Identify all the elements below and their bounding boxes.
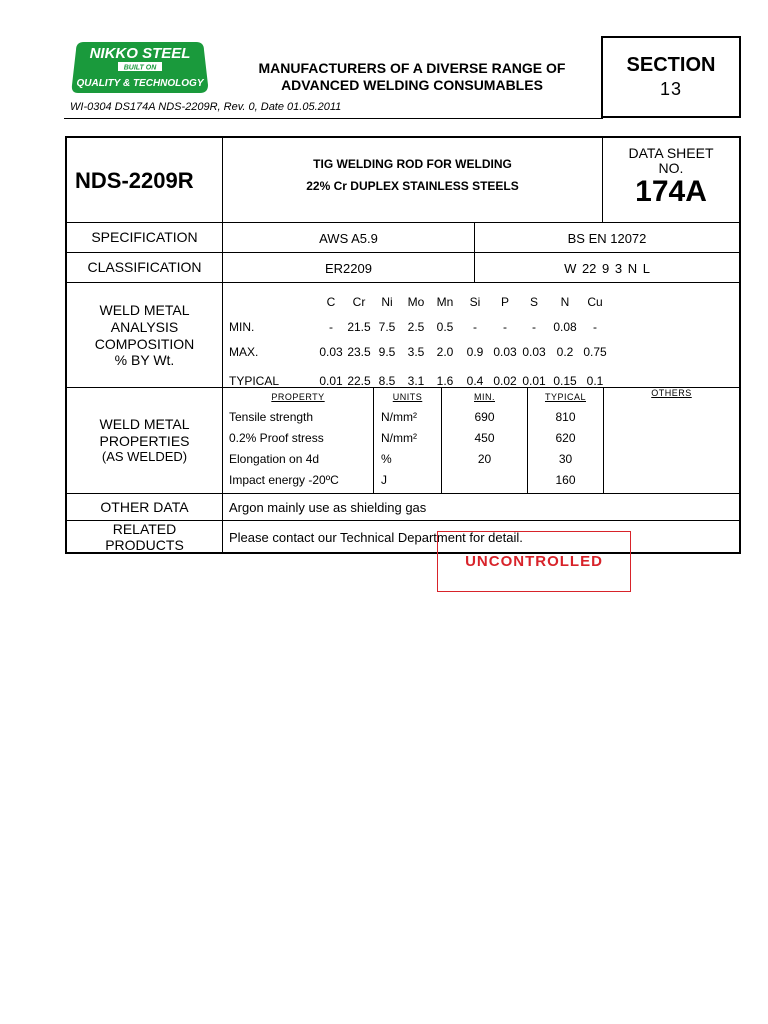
analysis-value: 3.5 [407, 345, 425, 359]
analysis-row-name: TYPICAL [229, 374, 280, 388]
analysis-value: 0.1 [586, 374, 604, 388]
analysis-value: - [593, 320, 597, 334]
product-description-line-1: TIG WELDING ROD FOR WELDING [313, 157, 512, 171]
property-property-cell: 0.2% Proof stress [229, 431, 324, 445]
classification-label: CLASSIFICATION [87, 259, 202, 275]
element-header: Ni [381, 295, 393, 309]
related-label-line: RELATED [112, 521, 177, 537]
property-units-cell: J [381, 473, 387, 487]
property-typical-cell: 620 [555, 431, 576, 445]
analysis-value: 0.01 [319, 374, 343, 388]
rule [67, 222, 739, 223]
property-typical-cell: 810 [555, 410, 576, 424]
property-min-cell: 20 [477, 452, 492, 466]
element-header: Mo [407, 295, 425, 309]
classification-bs: W 22 9 3 N L [564, 261, 650, 276]
rule [603, 387, 604, 493]
datasheet-label: DATA SHEET [628, 145, 714, 161]
analysis-value: 22.5 [347, 374, 371, 388]
specification-aws: AWS A5.9 [319, 231, 378, 246]
logo-tagline: QUALITY & TECHNOLOGY [76, 78, 204, 89]
analysis-label-line: % BY Wt. [114, 352, 175, 368]
analysis-value: 0.01 [522, 374, 546, 388]
logo-built-on: BUILT ON [123, 64, 157, 72]
uncontrolled-stamp-text: UNCONTROLLED [465, 553, 603, 570]
header-units: UNITS [392, 392, 423, 402]
analysis-value: 2.0 [436, 345, 454, 359]
header-min: MIN. [474, 392, 495, 402]
header-line-1: MANUFACTURERS OF A DIVERSE RANGE OF [258, 60, 566, 76]
property-property-cell: Elongation on 4d [229, 452, 320, 466]
rule [67, 282, 739, 283]
document-reference: WI-0304 DS174A NDS-2209R, Rev. 0, Date 01.05.2011 [70, 101, 342, 113]
properties-label-line: PROPERTIES [99, 433, 190, 449]
element-header: C [326, 295, 336, 309]
related-value: Please contact our Technical Department for detail. [229, 530, 523, 545]
analysis-value: - [532, 320, 536, 334]
related-label-line: PRODUCTS [105, 537, 184, 553]
property-typical-cell: 160 [555, 473, 576, 487]
product-code: NDS-2209R [75, 168, 194, 193]
analysis-value: 2.5 [407, 320, 425, 334]
header-property: PROPERTY [271, 392, 325, 402]
property-property-cell: Tensile strength [229, 410, 314, 424]
analysis-value: - [473, 320, 477, 334]
property-units-cell: N/mm² [381, 431, 417, 445]
analysis-value: - [503, 320, 507, 334]
analysis-value: 0.02 [493, 374, 517, 388]
header-others: OTHERS [651, 388, 692, 398]
section-box [601, 36, 741, 118]
analysis-label-line: ANALYSIS [110, 319, 179, 335]
property-min-cell: 450 [474, 431, 495, 445]
classification-aws: ER2209 [325, 261, 372, 276]
element-header: P [500, 295, 509, 309]
nikko-steel-logo [70, 40, 210, 95]
section-label: SECTION [626, 54, 716, 76]
other-data-value: Argon mainly use as shielding gas [229, 500, 427, 515]
analysis-label-line: WELD METAL [99, 302, 190, 318]
property-units-cell: % [381, 452, 392, 466]
data-sheet-table [65, 136, 741, 554]
analysis-value: 0.2 [556, 345, 574, 359]
analysis-value: 21.5 [347, 320, 371, 334]
rule [67, 252, 739, 253]
analysis-value: 0.9 [466, 345, 484, 359]
analysis-value: 0.15 [553, 374, 577, 388]
property-typical-cell: 30 [558, 452, 573, 466]
property-min-cell: 690 [474, 410, 495, 424]
properties-label-line: WELD METAL [99, 416, 190, 432]
analysis-value: 9.5 [378, 345, 396, 359]
analysis-value: 23.5 [347, 345, 371, 359]
specification-label: SPECIFICATION [91, 229, 198, 245]
element-header: Mn [436, 295, 454, 309]
analysis-row-name: MAX. [229, 345, 259, 359]
element-header: Cr [352, 295, 366, 309]
analysis-value: - [329, 320, 333, 334]
analysis-value: 0.4 [466, 374, 484, 388]
datasheet-no-label: NO. [658, 160, 684, 176]
element-header: Si [469, 295, 481, 309]
section-number: 13 [659, 79, 683, 99]
analysis-value: 1.6 [436, 374, 454, 388]
rule [67, 493, 739, 494]
analysis-value: 0.03 [522, 345, 546, 359]
product-description-line-2: 22% Cr DUPLEX STAINLESS STEELS [306, 179, 519, 193]
analysis-row-name: MIN. [229, 320, 255, 334]
analysis-value: 0.5 [436, 320, 454, 334]
analysis-value: 0.03 [319, 345, 343, 359]
header-divider [64, 118, 603, 119]
rule [222, 138, 223, 554]
datasheet-number: 174A [635, 175, 707, 208]
analysis-value: 3.1 [407, 374, 425, 388]
header-line-2: ADVANCED WELDING CONSUMABLES [281, 77, 543, 93]
other-data-label: OTHER DATA [100, 499, 189, 515]
analysis-value: 0.08 [553, 320, 577, 334]
analysis-value: 7.5 [378, 320, 396, 334]
analysis-value: 8.5 [378, 374, 396, 388]
analysis-value: 0.75 [583, 345, 607, 359]
properties-label-line: (AS WELDED) [101, 449, 188, 464]
logo-name: NIKKO STEEL [89, 45, 191, 62]
header-typical: TYPICAL [544, 392, 586, 402]
analysis-label-line: COMPOSITION [94, 336, 195, 352]
element-header: Cu [587, 295, 603, 309]
element-header: N [560, 295, 570, 309]
property-units-cell: N/mm² [381, 410, 417, 424]
element-header: S [529, 295, 538, 309]
rule [373, 387, 374, 493]
specification-bs: BS EN 12072 [567, 231, 647, 246]
analysis-value: 0.03 [493, 345, 517, 359]
property-property-cell: Impact energy -20ºC [229, 473, 339, 487]
